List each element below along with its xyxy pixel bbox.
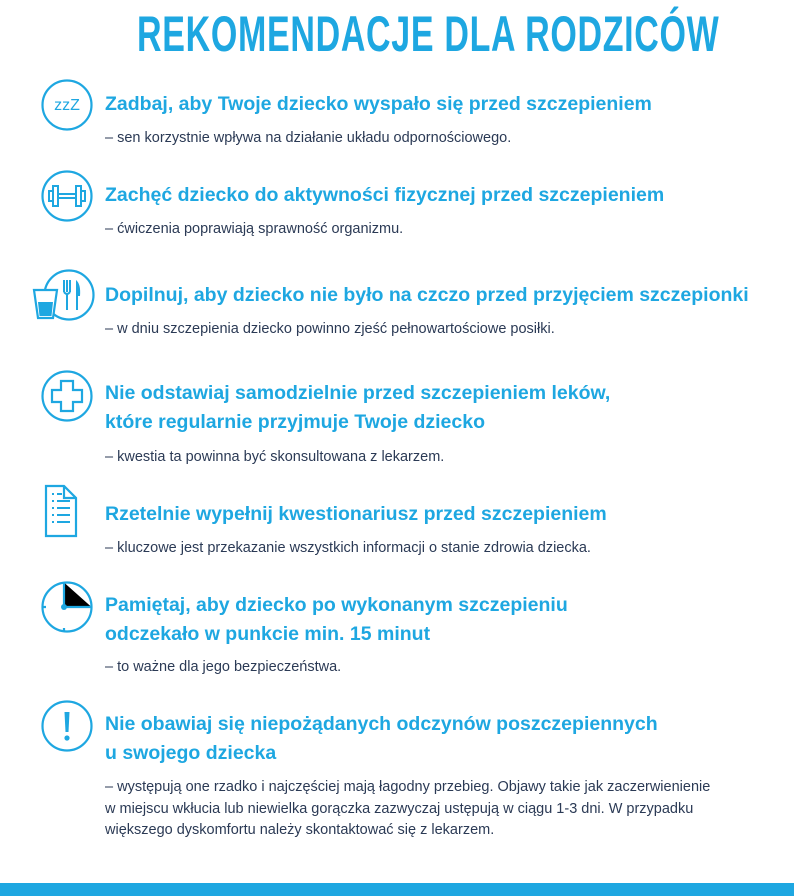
description [105, 538, 794, 560]
description-line: – kluczowe jest przekazanie wszystkich informacji o stanie zdrowia dziecka. [105, 540, 591, 556]
sleep-icon [40, 78, 94, 132]
dumbbell-icon [40, 169, 94, 223]
heading-line: u swojego dziecka [105, 742, 277, 764]
description-line: w miejscu wkłucia lub niewielka gorączka zazwyczaj ustępują w ciągu 1-3 dni. W przypadku [105, 800, 694, 817]
description-line: – sen korzystnie wpływa na działanie układu odpornościowego. [105, 130, 512, 146]
heading [105, 90, 652, 119]
heading [105, 281, 749, 310]
heading [105, 379, 610, 437]
clock-icon [40, 580, 94, 634]
description-line: – w dniu szczepienia dziecko powinno zjeść pełnowartościowe posiłki. [105, 321, 555, 337]
heading-line: Nie odstawiaj samodzielnie przed szczepieniem leków, [105, 382, 611, 404]
heading-line: Nie obawiaj się niepożądanych odczynów poszczepiennych [105, 713, 658, 735]
description-line: – to ważne dla jego bezpieczeństwa. [105, 659, 342, 675]
heading [105, 181, 664, 210]
heading-line: Dopilnuj, aby dziecko nie było na czczo przed przyjęciem szczepionki [105, 284, 749, 306]
heading-line: które regularnie przyjmuje Twoje dziecko [105, 411, 485, 433]
exclamation-icon [40, 699, 94, 753]
footer-bar [0, 883, 794, 896]
heading-line: Rzetelnie wypełnij kwestionariusz przed szczepieniem [105, 503, 607, 525]
description [105, 319, 794, 341]
heading-line: Zachęć dziecko do aktywności fizycznej przed szczepieniem [105, 184, 665, 206]
description-line: – występują one rzadko i najczęściej mają łagodny przebieg. Objawy takie jak zaczerwienienie [105, 779, 711, 795]
page-title: REKOMENDACJE DLA RODZICÓW [137, 6, 720, 62]
heading [105, 500, 607, 529]
meal-icon [30, 268, 96, 322]
heading [105, 710, 658, 768]
heading-line: Zadbaj, aby Twoje dziecko wyspało się przed szczepieniem [105, 93, 652, 115]
heading-line: odczekało w punkcie min. 15 minut [105, 623, 431, 645]
description [105, 128, 794, 150]
heading-line: Pamiętaj, aby dziecko po wykonanym szczepieniu [105, 594, 568, 616]
document-icon [40, 484, 94, 538]
description [105, 447, 794, 469]
description [105, 657, 794, 679]
description-line: – ćwiczenia poprawiają sprawność organizmu. [105, 221, 404, 237]
sleep-icon-text: zzZ [54, 97, 80, 114]
heading [105, 591, 568, 649]
medical-cross-icon [40, 369, 94, 423]
description [105, 219, 794, 241]
description-line: – kwestia ta powinna być skonsultowana z lekarzem. [105, 449, 445, 465]
description-line: większego dyskomfortu należy skontaktować się z lekarzem. [105, 822, 495, 838]
description [105, 777, 794, 842]
